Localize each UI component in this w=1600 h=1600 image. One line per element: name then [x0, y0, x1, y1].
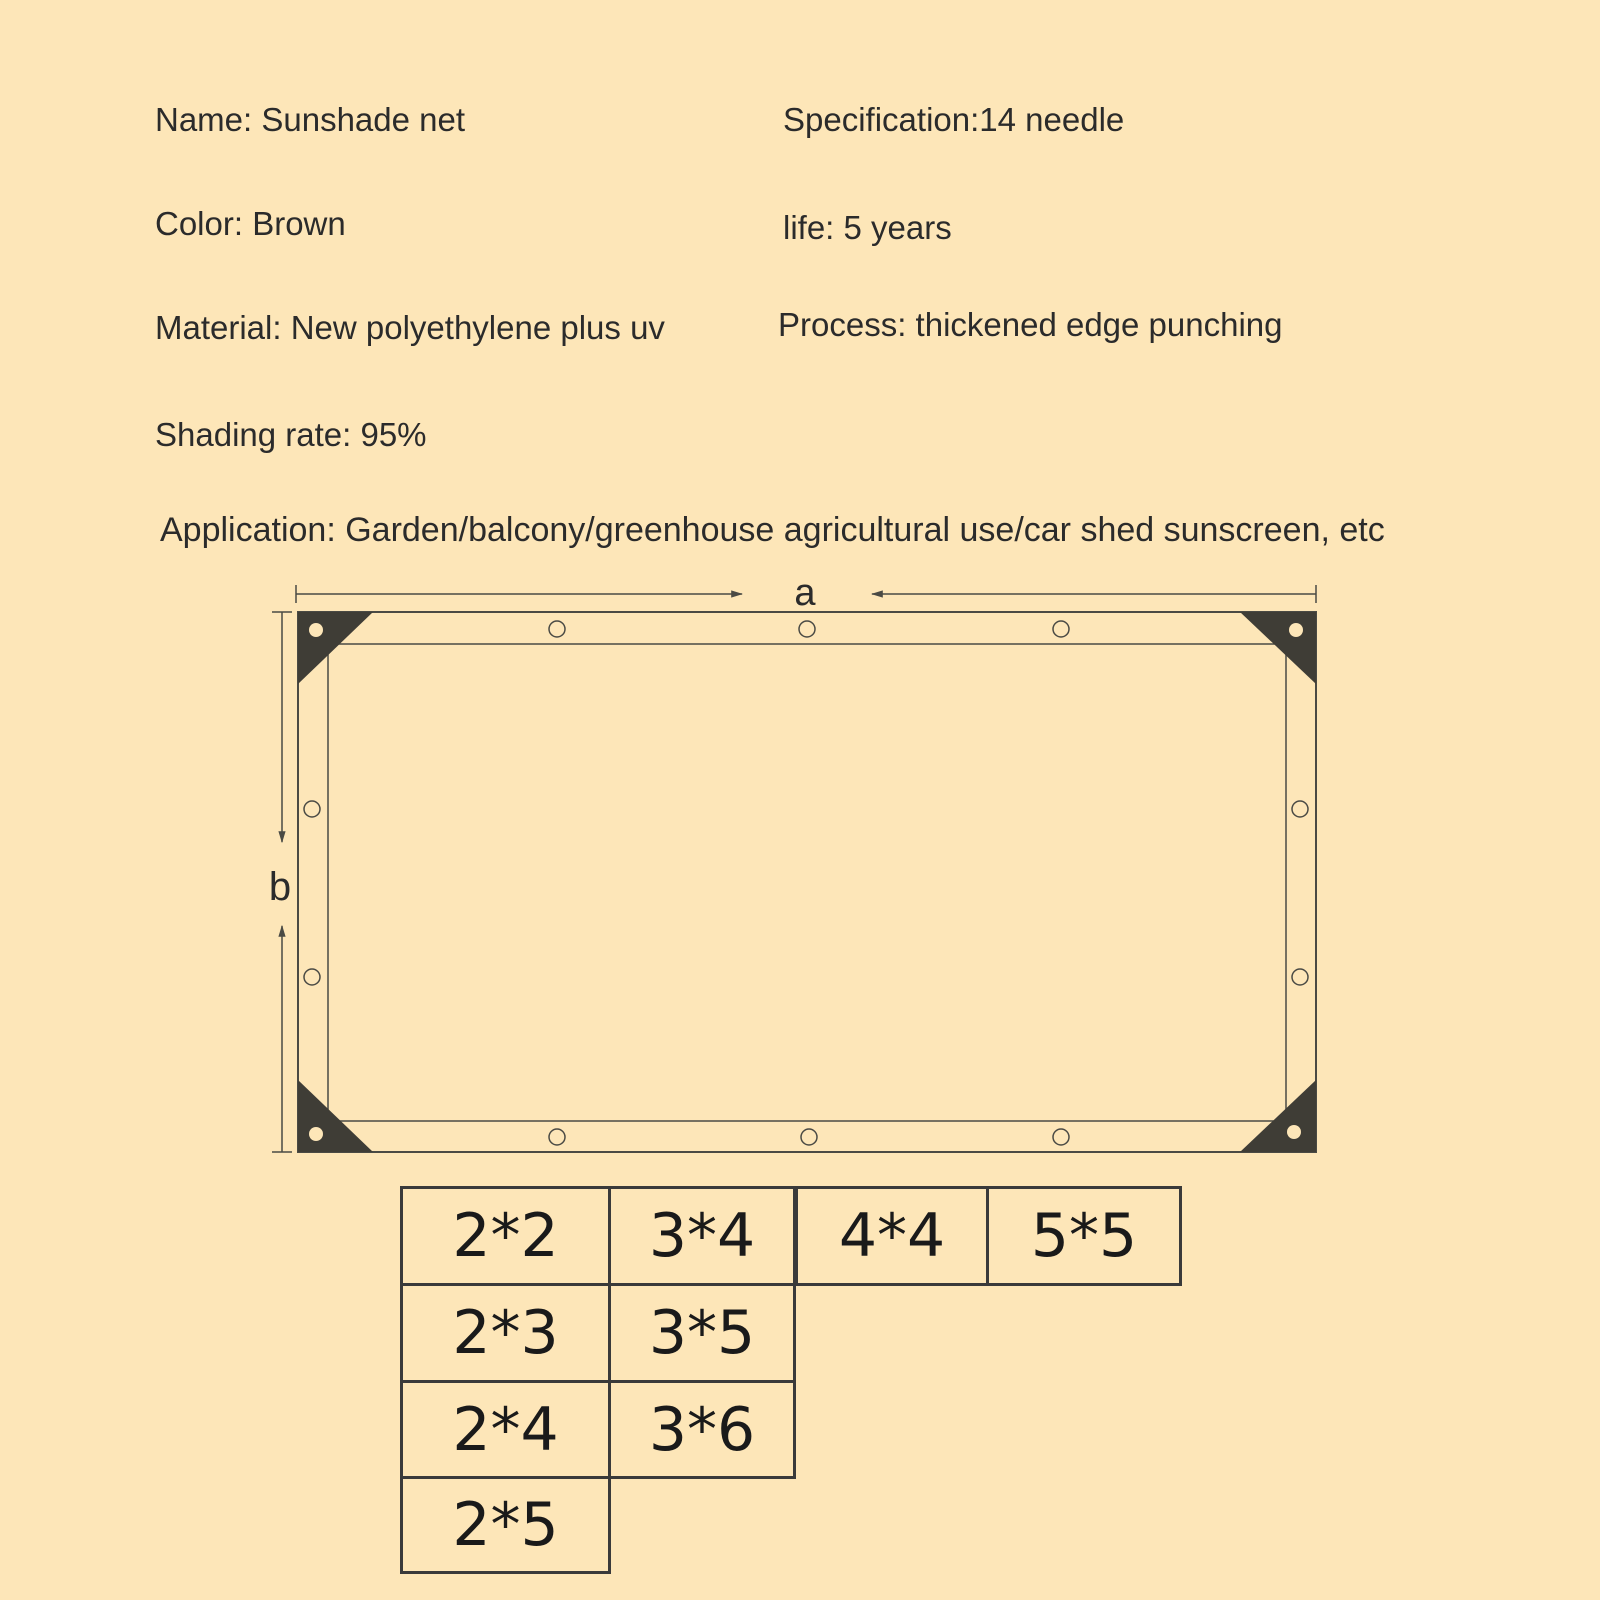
- net-frame: [298, 612, 1316, 1152]
- corner-eyelet: [309, 1127, 323, 1141]
- grommet: [304, 801, 320, 817]
- grommet: [1292, 801, 1308, 817]
- corner-eyelet: [309, 623, 323, 637]
- grommet: [1292, 969, 1308, 985]
- spec-process: Process: thickened edge punching: [778, 306, 1283, 343]
- width-dimension: [296, 572, 1316, 614]
- grommet: [304, 969, 320, 985]
- corner-reinforcements: [298, 612, 1316, 1152]
- corner-eyelet: [1289, 623, 1303, 637]
- corner-top-left: [298, 612, 373, 684]
- size-option: 2*3: [400, 1283, 611, 1383]
- grommet: [1053, 1129, 1069, 1145]
- grommet: [801, 1129, 817, 1145]
- corner-bottom-right: [1240, 1080, 1316, 1152]
- spec-color: Color: Brown: [155, 205, 346, 242]
- size-option: 4*4: [795, 1186, 989, 1286]
- height-label: b: [268, 865, 292, 909]
- spec-name: Name: Sunshade net: [155, 101, 466, 138]
- spec-shading-rate: Shading rate: 95%: [155, 416, 427, 453]
- grommet: [1053, 621, 1069, 637]
- size-option: 5*5: [986, 1186, 1182, 1286]
- spec-material: Material: New polyethylene plus uv: [155, 309, 665, 346]
- corner-top-right: [1240, 612, 1316, 684]
- grommet: [799, 621, 815, 637]
- edge-grommets: [304, 621, 1308, 1145]
- size-option: 3*4: [608, 1186, 796, 1286]
- spec-specification: Specification:14 needle: [783, 101, 1125, 138]
- size-option: 2*5: [400, 1476, 611, 1574]
- size-option: 3*6: [608, 1380, 796, 1479]
- corner-bottom-left: [298, 1080, 373, 1152]
- size-option: 2*2: [400, 1186, 611, 1286]
- spec-application: Application: Garden/balcony/greenhouse agricultural use/car shed sunscreen, etc: [160, 511, 1385, 549]
- spec-life: life: 5 years: [783, 209, 952, 246]
- grommet: [549, 1129, 565, 1145]
- width-label: a: [794, 572, 816, 614]
- height-dimension: [269, 612, 292, 1152]
- corner-eyelet: [1287, 1125, 1301, 1139]
- size-option: 2*4: [400, 1380, 611, 1479]
- size-option: 3*5: [608, 1283, 796, 1383]
- grommet: [549, 621, 565, 637]
